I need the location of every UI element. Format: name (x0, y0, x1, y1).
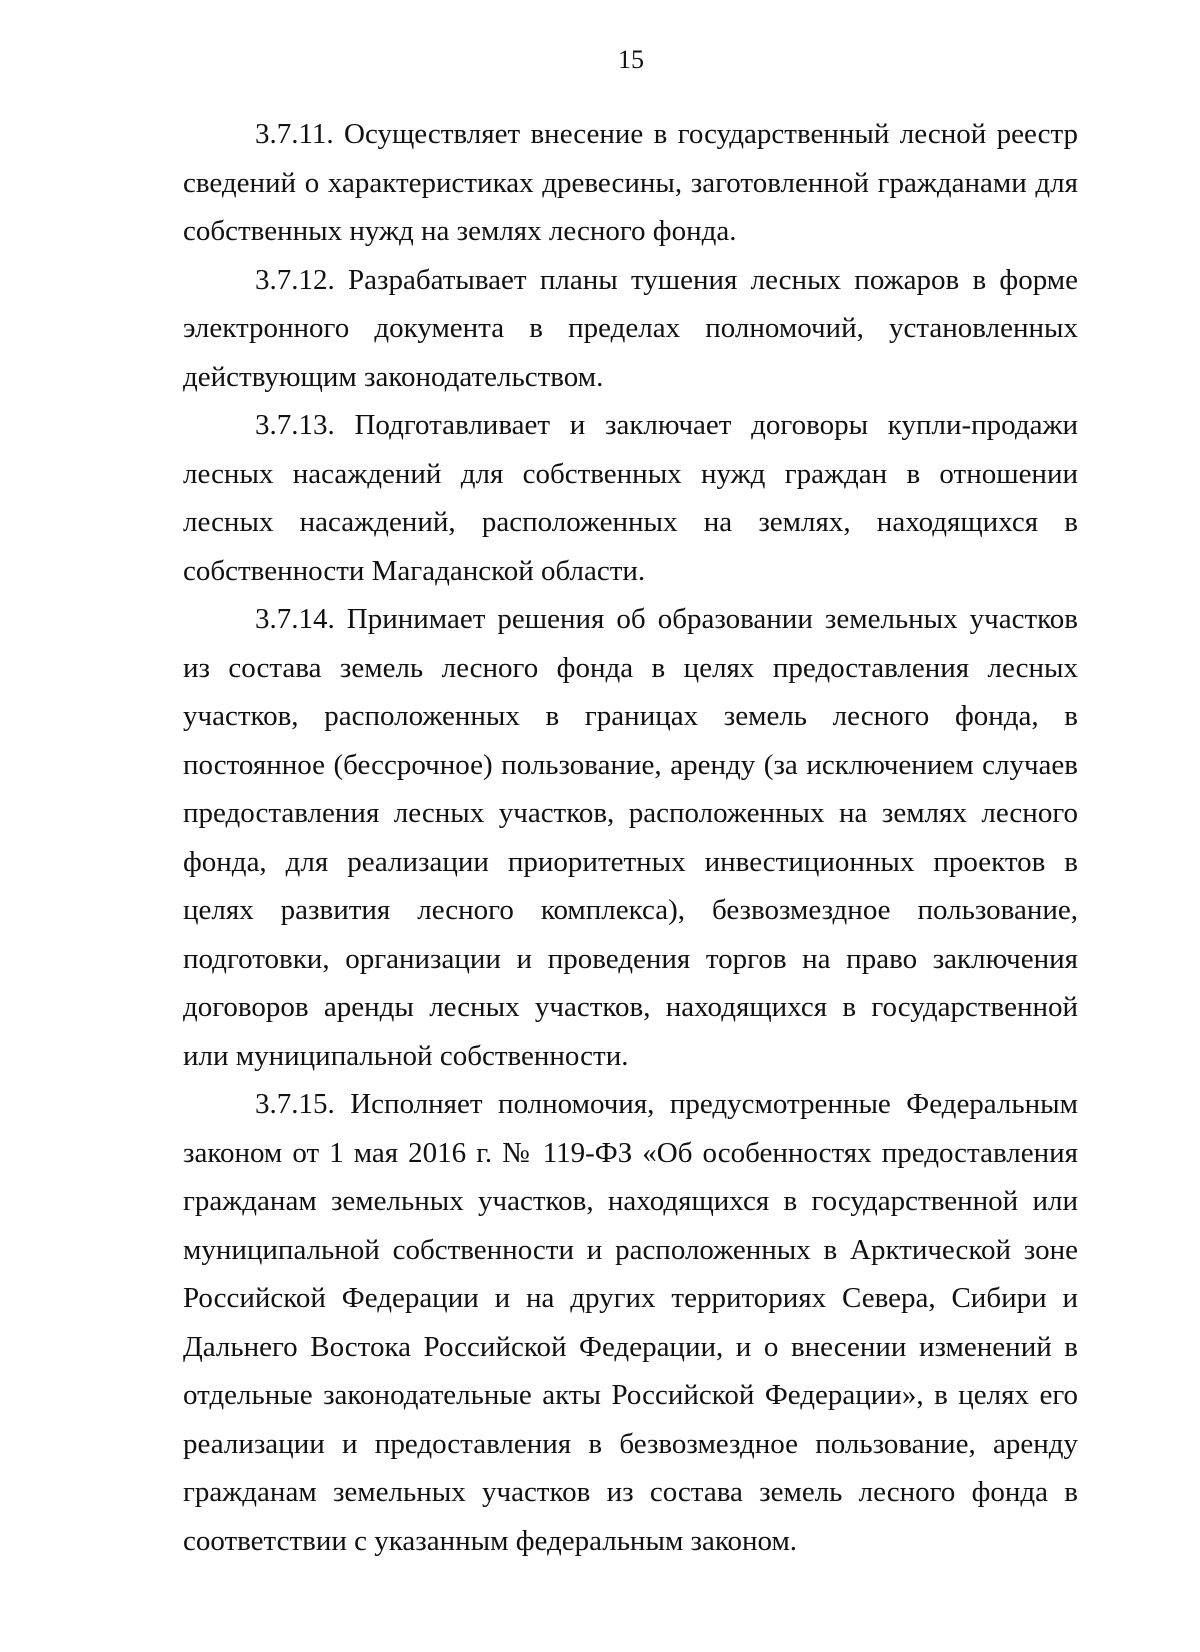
document-body (183, 110, 1078, 1565)
paragraph-3-7-11: 3.7.11. Осуществляет внесение в государственный лесной реестр сведений о характеристиках древесины, заготовленной гражданами для собственных нужд на землях лесного фонда. (183, 118, 1078, 247)
page-number: 15 (618, 45, 644, 74)
paragraph-3-7-13: 3.7.13. Подготавливает и заключает договоры купли-продажи лесных насаждений для собственных нужд граждан в отношении лесных насаждений, расположенных на землях, находящихся в собственности Магаданской области. (183, 409, 1078, 587)
paragraph-3-7-12: 3.7.12. Разрабатывает планы тушения лесных пожаров в форме электронного документа в пределах полномочий, установленных действующим законодательством. (183, 263, 1078, 393)
paragraph-3-7-15: 3.7.15. Исполняет полномочия, предусмотренные Федеральным законом от 1 мая 2016 г. № 119-ФЗ «Об особенностях предоставления гражданам земельных участков, находящихся в государственной или муниципальной собственности и расположенных в Арктической зоне Российской Федерации и на других территориях Севера, Сибири и Дальнего Востока Российской Федерации, и о внесении изменений в отдельные законодательные акты Российской Федерации», в целях его реализации и предоставления в безвозмездное пользование, аренду гражданам земельных участков из состава земель лесного фонда в соответствии с указанным федеральным законом. (183, 1088, 1078, 1557)
paragraph-3-7-14: 3.7.14. Принимает решения об образовании земельных участков из состава земель лесного фонда в целях предоставления лесных участков, расположенных в границах земель лесного фонда, в постоянное (бессрочное) пользование, аренду (за исключением случаев предоставления лесных участков, расположенных на землях лесного фонда, для реализации приоритетных инвестиционных проектов в целях развития лесного комплекса), безвозмездное пользование, подготовки, организации и проведения торгов на право заключения договоров аренды лесных участков, находящихся в государственной или муниципальной собственности. (183, 603, 1078, 1072)
